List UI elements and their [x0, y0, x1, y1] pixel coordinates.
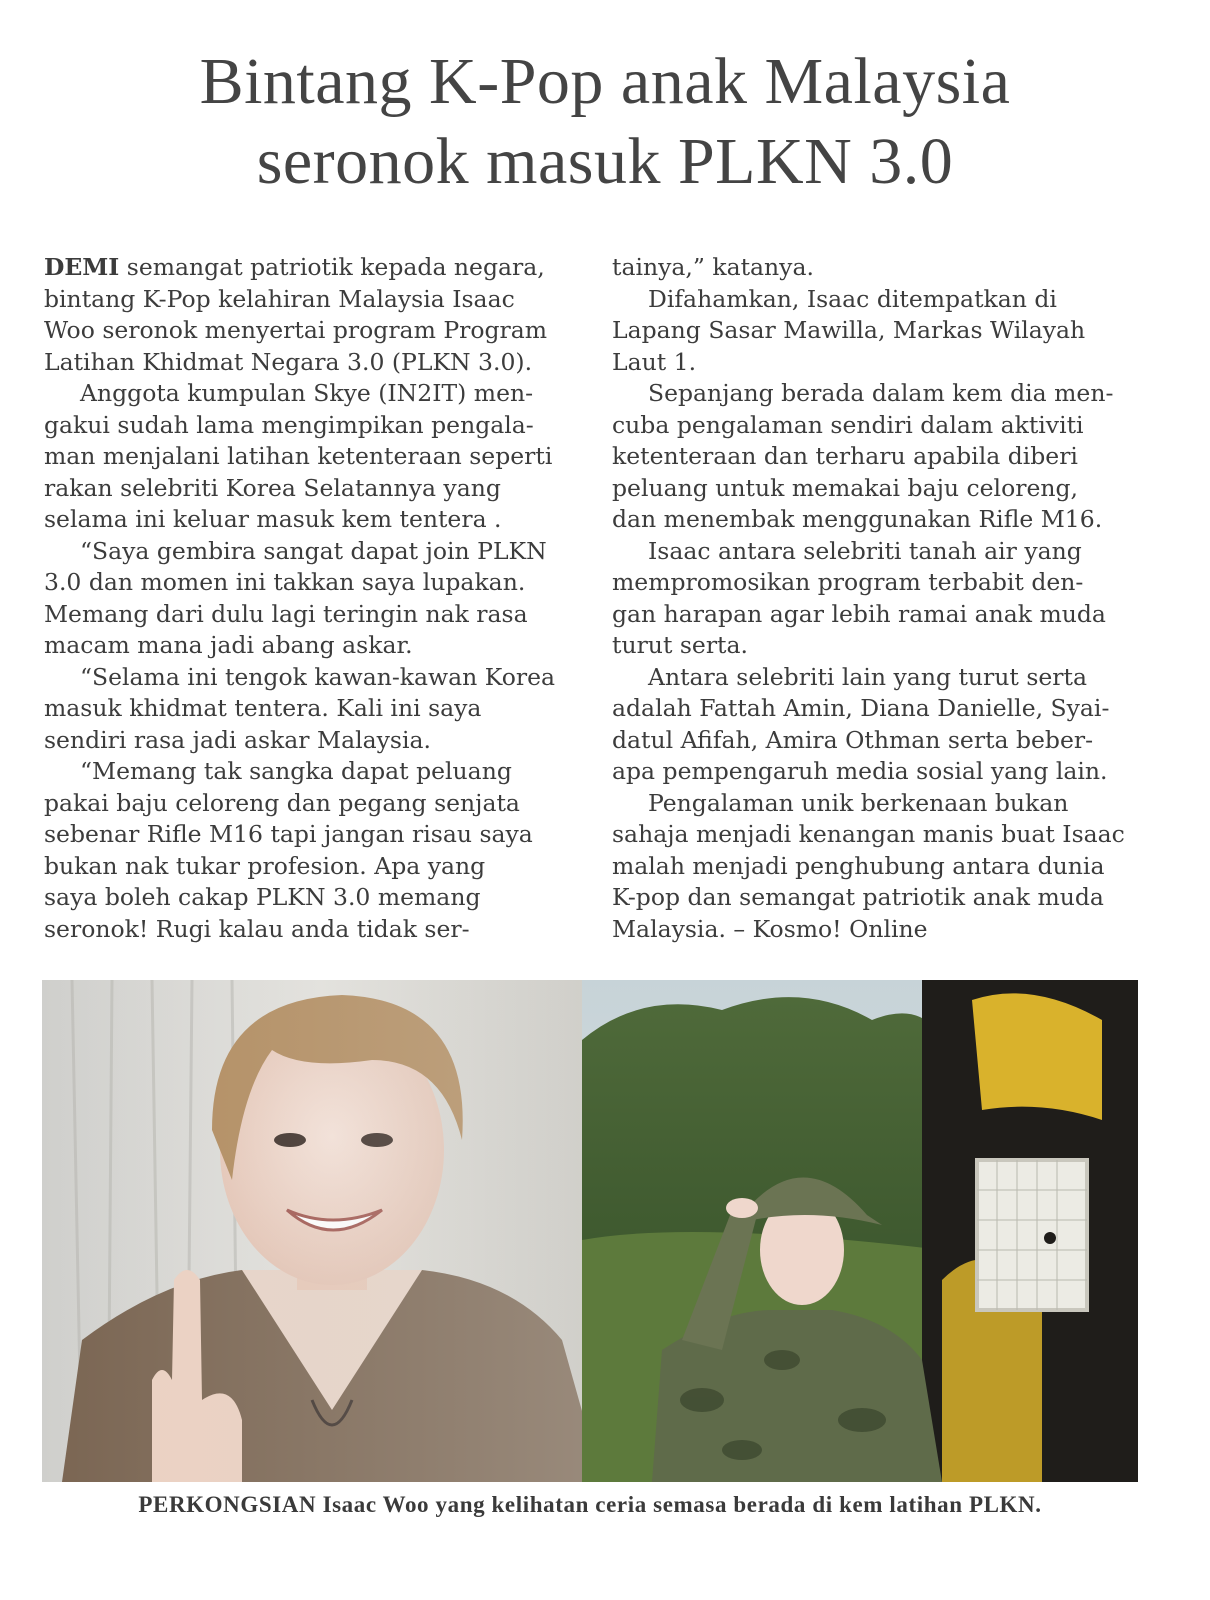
body-line: “Selama ini tengok kawan-kawan Korea: [80, 662, 555, 691]
article-photo: [42, 980, 1138, 1482]
body-line: man menjalani latihan ketenteraan seperti: [44, 442, 553, 470]
photo-caption: PERKONGSIAN Isaac Woo yang kelihatan ceria semasa berada di kem latihan PLKN.: [138, 1492, 1042, 1517]
lead-word: DEMI: [44, 253, 120, 281]
body-line: Anggota kumpulan Skye (IN2IT) men-: [80, 379, 534, 407]
body-line: Woo seronok menyertai program Program: [44, 316, 548, 344]
body-line: macam mana jadi abang askar.: [44, 631, 413, 659]
body-line: Malaysia. – Kosmo! Online: [612, 914, 928, 943]
headline-line-1: Bintang K-Pop anak Malaysia: [199, 45, 1011, 118]
portrait-photo: [42, 980, 602, 1482]
body-line: bintang K-Pop kelahiran Malaysia Isaac: [44, 284, 515, 313]
body-line: saya boleh cakap PLKN 3.0 memang: [44, 883, 481, 911]
body-line: DEMI semangat patriotik kepada negara,: [44, 253, 545, 281]
body-line: Latihan Khidmat Negara 3.0 (PLKN 3.0).: [44, 347, 533, 376]
body-line: Memang dari dulu lagi teringin nak rasa: [44, 599, 528, 628]
body-line: mempromosikan program terbabit den-: [612, 568, 1084, 596]
body-line: gakui sudah lama mengimpikan pengala-: [44, 410, 534, 439]
body-line: 3.0 dan momen ini takkan saya lupakan.: [44, 568, 526, 596]
body-line: datul Afifah, Amira Othman serta beber-: [612, 725, 1094, 754]
body-line: Difahamkan, Isaac ditempatkan di: [648, 284, 1057, 313]
body-line: selama ini keluar masuk kem tentera .: [44, 505, 502, 533]
body-line: sendiri rasa jadi askar Malaysia.: [44, 725, 431, 754]
body-line: gan harapan agar lebih ramai anak muda: [612, 599, 1106, 628]
body-line: “Saya gembira sangat dapat join PLKN: [80, 536, 547, 565]
body-line: Pengalaman unik berkenaan bukan: [648, 788, 1069, 817]
body-line: adalah Fattah Amin, Diana Danielle, Syai-: [612, 694, 1110, 722]
article-column-left: [44, 252, 584, 945]
body-line: cuba pengalaman sendiri dalam aktiviti: [612, 410, 1084, 439]
article-headline: [40, 42, 1170, 202]
article-column-right: [612, 252, 1152, 945]
body-line: sebenar Rifle M16 tapi jangan risau saya: [44, 820, 533, 848]
body-line: turut serta.: [612, 631, 748, 659]
body-line: bukan nak tukar profesion. Apa yang: [44, 851, 486, 880]
body-line: masuk khidmat tentera. Kali ini saya: [44, 694, 482, 722]
body-line: Lapang Sasar Mawilla, Markas Wilayah: [612, 316, 1086, 344]
body-line: seronok! Rugi kalau anda tidak ser-: [44, 914, 470, 943]
body-line: Sepanjang berada dalam kem dia men-: [648, 379, 1114, 407]
body-line: malah menjadi penghubung antara dunia: [612, 851, 1105, 880]
body-line: rakan selebriti Korea Selatannya yang: [44, 473, 501, 502]
body-line: peluang untuk memakai baju celoreng,: [612, 473, 1079, 502]
body-line: “Memang tak sangka dapat peluang: [80, 757, 512, 785]
body-line: tainya,” katanya.: [612, 253, 814, 281]
body-line: Antara selebriti lain yang turut serta: [648, 662, 1087, 691]
body-line: sahaja menjadi kenangan manis buat Isaac: [612, 820, 1125, 848]
body-line: Isaac antara selebriti tanah air yang: [648, 536, 1082, 565]
body-line: K-pop dan semangat patriotik anak muda: [612, 883, 1104, 911]
body-line: pakai baju celoreng dan pegang senjata: [44, 788, 520, 817]
body-line: apa pempengaruh media sosial yang lain.: [612, 757, 1108, 785]
range-photo: [582, 980, 1138, 1482]
body-line: dan menembak menggunakan Rifle M16.: [612, 505, 1103, 533]
body-line: ketenteraan dan terharu apabila diberi: [612, 442, 1078, 470]
body-line: Laut 1.: [612, 347, 697, 376]
headline-line-2: seronok masuk PLKN 3.0: [256, 125, 954, 198]
